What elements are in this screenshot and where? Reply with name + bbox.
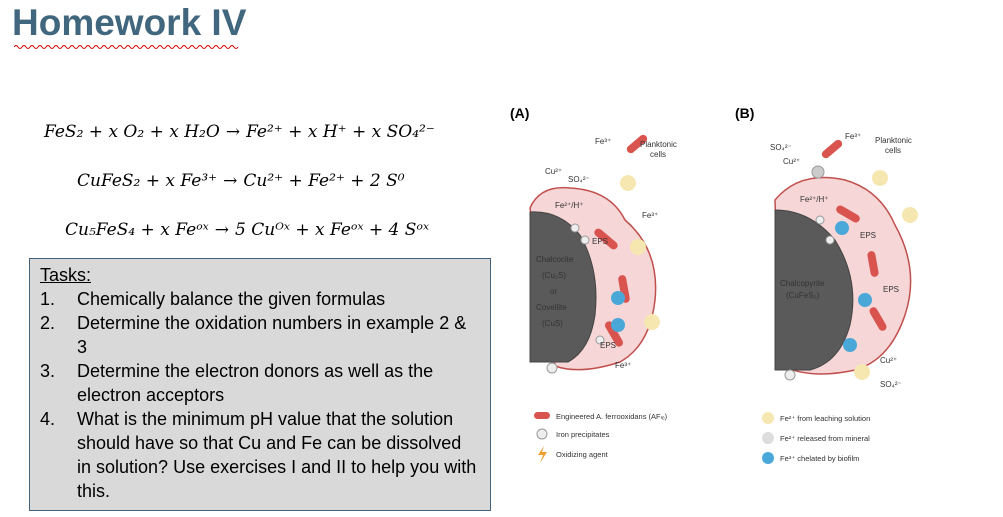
panel-a-mineral-2: (Cu₂S) (542, 271, 566, 280)
task-text: What is the minimum pH value that the solution should have so that Cu and Fe can be dissolved in solution? Use exercises I and II to help you with this. (77, 409, 477, 501)
task-number: 4. (40, 409, 56, 429)
equation-2 (77, 171, 405, 191)
panel-a-label: (A) (510, 105, 530, 121)
panel-a-fe3-top: Fe³⁺ (595, 137, 612, 146)
panel-b-cu-bot: Cu²⁺ (880, 356, 898, 365)
panel-a-fe3-mid: Fe³⁺ (642, 211, 659, 220)
legend-fe2-leach-icon (762, 412, 774, 424)
task-text: Determine the electron donors as well as the electron acceptors (77, 361, 434, 405)
task-text: Determine the oxidation numbers in example 2 & 3 (77, 313, 467, 357)
task-item (40, 287, 480, 311)
legend-fe2-mineral-icon (762, 432, 774, 444)
page-title: Homework IV (12, 2, 247, 43)
iron-precipitate (826, 236, 834, 244)
task-item (40, 407, 480, 503)
panel-b-so4-top: SO₄²⁻ (770, 143, 792, 152)
fe3-ion (611, 291, 625, 305)
panel-b-cells: cells (885, 146, 902, 155)
panel-b-planktonic: Planktonic (875, 136, 912, 145)
panel-a-mineral-1: Chalcocite (536, 255, 574, 264)
legend-right-2: Fe²⁺ released from mineral (780, 434, 870, 443)
panel-b-mineral-1: Chalcopyrite (780, 279, 825, 288)
fe2-ion (854, 364, 870, 380)
iron-precipitate (547, 363, 557, 373)
equation-3-right: 5 Cuᴼˣ + x Feᵒˣ + 4 Sᵒˣ (234, 220, 430, 240)
task-text: Chemically balance the given formulas (77, 289, 386, 309)
fe2-ion (644, 314, 660, 330)
legend-fe3-chelated-icon (762, 452, 774, 464)
iron-precipitate (581, 236, 589, 244)
bioleaching-figure (500, 100, 1000, 470)
panel-a-so4: SO₄²⁻ (568, 175, 590, 184)
legend-left-3: Oxidizing agent (556, 450, 608, 459)
iron-precipitate (571, 224, 579, 232)
reaction-arrow: → (214, 220, 229, 240)
legend-precipitate-icon (537, 429, 547, 439)
reaction-arrow: → (225, 122, 241, 142)
panel-a-eps-1: EPS (592, 237, 609, 246)
equation-3 (65, 220, 429, 240)
task-item (40, 359, 480, 407)
task-number: 1. (40, 289, 56, 309)
panel-a-fe3-bot: Fe³⁺ (615, 361, 632, 370)
panel-b-label: (B) (735, 105, 755, 121)
panel-a-fe2-h: Fe²⁺/H⁺ (555, 201, 584, 210)
task-number: 2. (40, 313, 56, 333)
panel-b-fe3-top: Fe³⁺ (845, 132, 862, 141)
panel-b-cu-top: Cu²⁺ (783, 157, 801, 166)
panel-a-mineral-3: or (550, 287, 558, 296)
spellcheck-underline (14, 44, 242, 50)
iron-precipitate (785, 370, 795, 380)
fe2-ion (620, 175, 636, 191)
legend-left-2: Iron precipitates (556, 430, 610, 439)
tasks-box (29, 258, 491, 511)
panel-a-mineral-4: Covellite (536, 303, 567, 312)
panel-b-mineral-2: (CuFeS₂) (786, 291, 820, 300)
iron-precipitate (812, 166, 824, 178)
panel-b-so4-bot: SO₄²⁻ (880, 380, 902, 389)
fe3-ion (611, 318, 625, 332)
equation-3-left: Cu₅FeS₄ + x Feᵒˣ (65, 220, 209, 240)
panel-a-eps-2: EPS (600, 341, 617, 350)
iron-precipitate (816, 216, 824, 224)
task-item (40, 311, 480, 359)
task-number: 3. (40, 361, 56, 381)
equation-1-left: FeS₂ + x O₂ + x H₂O (44, 122, 220, 142)
panel-b-eps-2: EPS (883, 285, 900, 294)
panel-a-cu: Cu²⁺ (545, 167, 563, 176)
fe2-ion (872, 170, 888, 186)
equation-1 (44, 122, 435, 142)
fe2-ion (630, 239, 646, 255)
legend-left-1: Engineered A. ferrooxidans (AFₗₑ) (556, 412, 668, 421)
legend-right-1: Fe²⁺ from leaching solution (780, 414, 871, 423)
legend-right-3: Fe³⁺ chelated by biofilm (780, 454, 860, 463)
equation-1-right: Fe²⁺ + x H⁺ + x SO₄²⁻ (246, 122, 435, 142)
tasks-list (40, 287, 480, 503)
fe2-ion (902, 207, 918, 223)
tasks-heading: Tasks: (40, 265, 92, 285)
panel-a-mineral-5: (CuS) (542, 319, 563, 328)
fe3-ion (843, 338, 857, 352)
panel-a-planktonic: Planktonic (640, 140, 677, 149)
equation-2-left: CuFeS₂ + x Fe³⁺ (77, 171, 218, 191)
panel-b-fe2-h: Fe²⁺/H⁺ (800, 195, 829, 204)
panel-a-cells: cells (650, 150, 667, 159)
panel-b-eps-1: EPS (860, 231, 877, 240)
fe3-ion (835, 221, 849, 235)
lightning-icon (538, 446, 547, 463)
fe3-ion (858, 293, 872, 307)
reaction-arrow: → (223, 171, 238, 191)
bacterium (820, 138, 844, 160)
equation-2-right: Cu²⁺ + Fe²⁺ + 2 S⁰ (243, 171, 405, 191)
legend-bacterium-icon (534, 412, 550, 419)
